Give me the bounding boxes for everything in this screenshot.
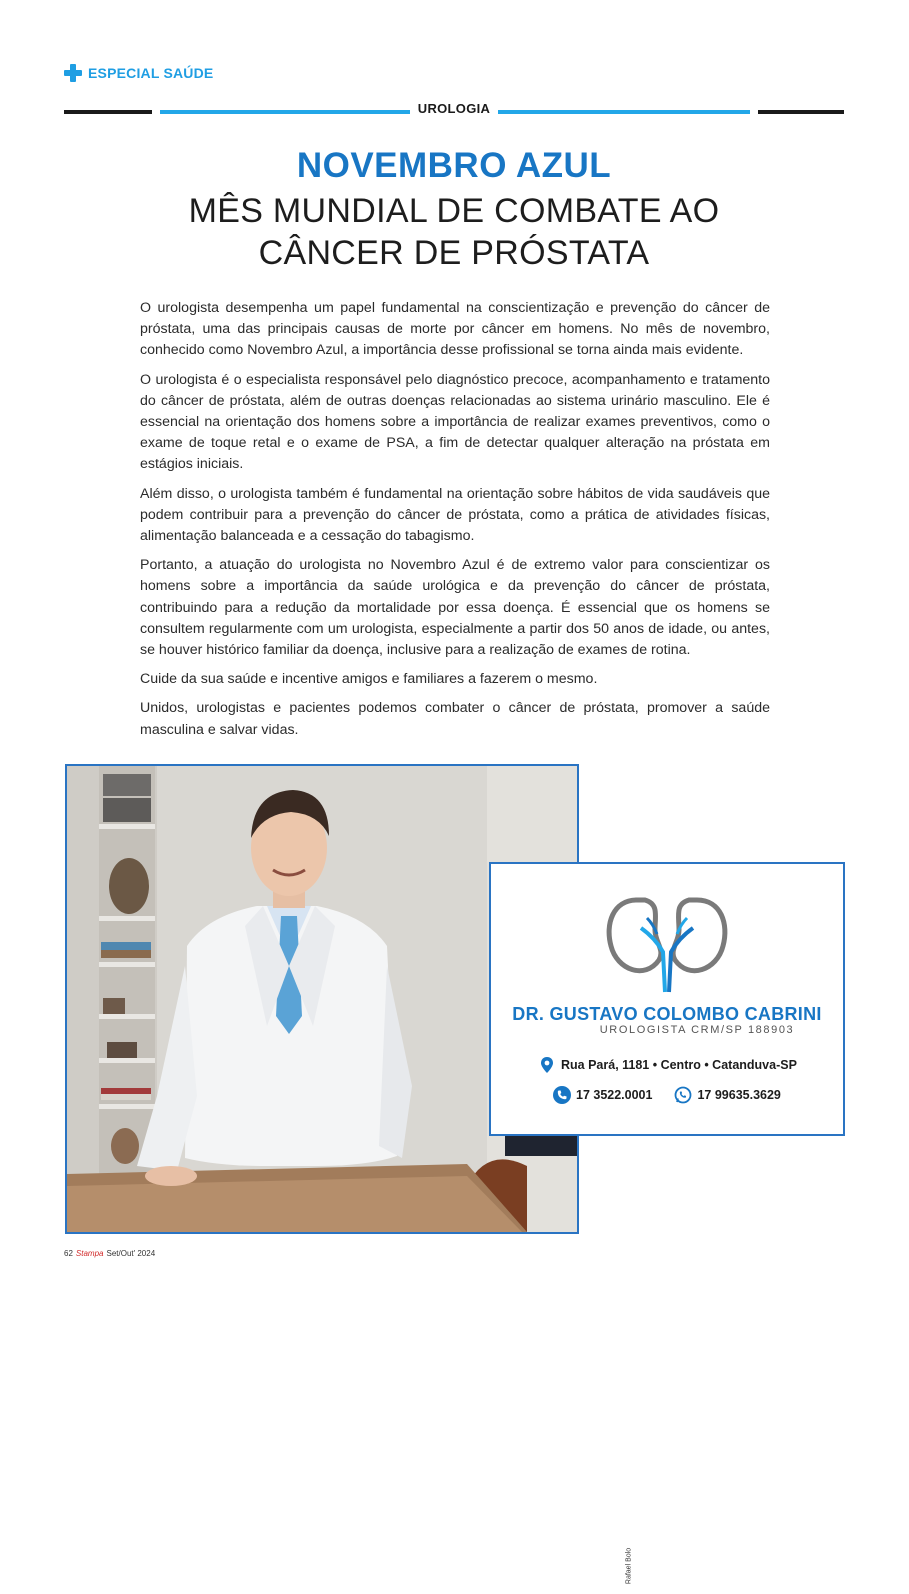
magazine-name: Stampa: [75, 1249, 104, 1258]
photo-credit: [623, 1538, 635, 1594]
kidney-logo-icon: [601, 894, 733, 994]
article-paragraph: Cuide da sua saúde e incentive amigos e familiares a fazerem o mesmo.: [140, 671, 598, 688]
divider-right-black: [758, 110, 844, 114]
headline-subtitle-line2-text: CÂNCER DE PRÓSTATA: [258, 234, 650, 272]
location-pin-icon: [538, 1056, 556, 1074]
category-label: UROLOGIA: [417, 101, 491, 116]
phones-row: [553, 1086, 781, 1104]
phone-icon: [553, 1086, 571, 1104]
phone-number[interactable]: 17 3522.0001: [576, 1088, 653, 1102]
address-text: Rua Pará, 1181 • Centro • Catanduva-SP: [561, 1058, 797, 1072]
headline-title: [64, 146, 844, 186]
headline-subtitle-line1-text: MÊS MUNDIAL DE COMBATE AO: [188, 192, 720, 230]
plus-icon: [64, 64, 82, 82]
article-paragraph: Unidos, urologistas e pacientes podemos combater o câncer de próstata, promover a saúde masculina e salvar vidas.: [140, 700, 770, 738]
whatsapp-number[interactable]: 17 99635.3629: [697, 1088, 781, 1102]
section-tag: [64, 64, 213, 82]
doctor-role: UROLOGISTA CRM/SP 188903: [599, 1024, 795, 1036]
article-body: [140, 298, 770, 749]
divider-left-black: [64, 110, 152, 114]
page-footer: [64, 1249, 155, 1258]
article-paragraph: O urologista é o especialista responsável pelo diagnóstico precoce, acompanhamento e tratamento do câncer de próstata, além de outras doenças relacionadas ao sistema urinário masculino. Ele é essencial na orientação dos homens sobre a importância de realizar exames preventivos, como o exame de toque retal e o exame de PSA, a fim de detectar qualquer alteração na próstata em estágios iniciais.: [140, 371, 770, 473]
article-paragraph: Além disso, o urologista também é fundamental na orientação sobre hábitos de vida saudáveis que podem contribuir para a prevenção do câncer de próstata, como a prática de atividades físicas, alimentação balanceada e a cessação do tabagismo.: [140, 485, 770, 545]
headline-subtitle-line2: [64, 234, 844, 273]
headline-subtitle-line1: [64, 192, 844, 231]
photo-credit-text: Rafael Bolo: [625, 1547, 633, 1585]
divider-right-blue: [498, 110, 750, 114]
page-number: 62: [64, 1249, 73, 1258]
headline-title-text: NOVEMBRO AZUL: [296, 146, 612, 185]
whatsapp-icon: [674, 1086, 692, 1104]
article-paragraph: O urologista desempenha um papel fundamental na conscientização e prevenção do câncer de próstata, uma das principais causas de morte por câncer em homens. No mês de novembro, conhecido como Novembro Azul, a importância desse profissional se torna ainda mais evidente.: [140, 300, 770, 359]
doctor-contact-card: [489, 862, 845, 1136]
divider-left-blue: [160, 110, 410, 114]
section-label: ESPECIAL SAÚDE: [88, 65, 214, 81]
issue-date: Set/Out' 2024: [106, 1249, 156, 1258]
address-row: [538, 1056, 797, 1074]
article-paragraph: Portanto, a atuação do urologista no Novembro Azul é de extremo valor para conscientizar os homens sobre a importância da saúde urológica e da prevenção do câncer de próstata, contribuindo para a redução da mortalidade por essa doença. É essencial que os homens se consultem regularmente com um urologista, especialmente a partir dos 50 anos de idade, ou antes, se houver histórico familiar da doença, inclusive para a realização de exames de rotina.: [140, 557, 770, 659]
doctor-name: DR. GUSTAVO COLOMBO CABRINI: [512, 1004, 822, 1024]
